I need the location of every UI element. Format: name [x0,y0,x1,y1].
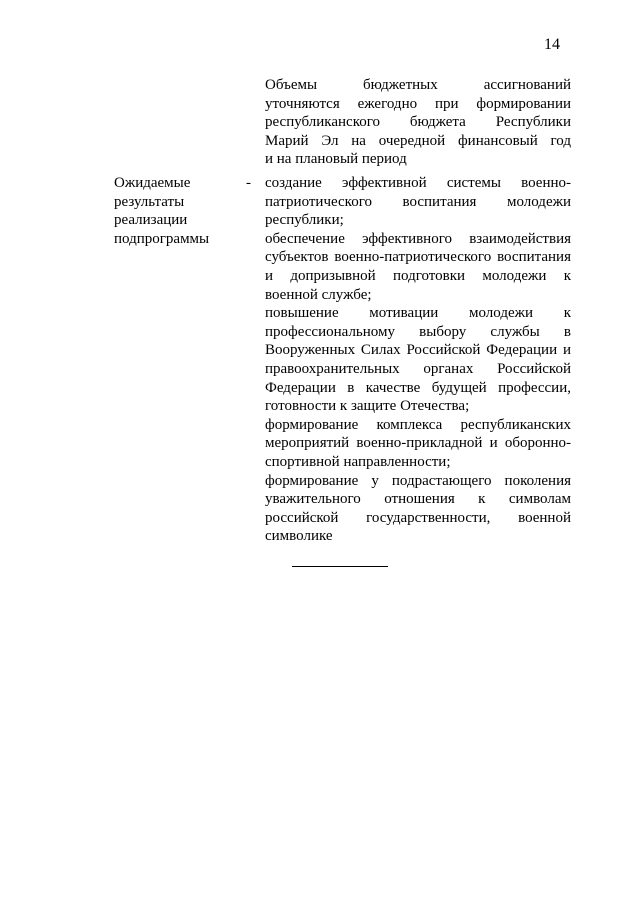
result-line: республики; [265,212,344,229]
result-line: патриотического воспитания молодежи [265,193,571,210]
result-line: и допризывной подготовки молодежи к [265,267,571,284]
page-number: 14 [544,36,560,53]
expected-results-label [114,174,234,248]
funding-line: и на плановый период [265,151,407,168]
funding-line: Объемы бюджетных ассигнований [265,77,571,93]
result-line: готовности к защите Отечества; [265,398,470,415]
result-line: создание эффективной системы военно- [265,175,571,191]
result-line: военной службе; [265,286,372,303]
funding-text [265,76,571,169]
result-line: профессиональному выбору службы в [265,323,571,340]
result-line: формирование у подрастающего поколения [265,472,571,489]
label-dash: - [246,175,251,191]
result-line: Федерации в качестве будущей профессии, [265,379,571,396]
result-line: формирование комплекса республиканских [265,416,571,433]
expected-results-text [265,174,571,546]
label-line: результаты [114,193,185,210]
result-line: обеспечение эффективного взаимодействия [265,230,571,247]
end-rule [292,566,388,567]
label-line: подпрограммы [114,230,210,247]
result-line: мероприятий военно-прикладной и оборонно- [265,435,571,452]
funding-line: Марий Эл на очередной финансовый год [265,132,571,149]
result-line: повышение мотивации молодежи к [265,305,571,322]
result-line: спортивной направленности; [265,453,451,470]
funding-line: уточняются ежегодно при формировании [265,95,571,112]
result-line: правоохранительных органах Российской [265,360,571,377]
label-line: Ожидаемые [114,175,191,191]
result-line: субъектов военно-патриотического воспитания [265,249,571,266]
result-line: символике [265,528,333,545]
funding-line: республиканского бюджета Республики [265,114,571,131]
result-line: Вооруженных Силах Российской Федерации и [265,342,571,359]
result-line: российской государственности, военной [265,509,571,526]
label-line: реализации [114,212,188,229]
result-line: уважительного отношения к символам [265,491,571,508]
